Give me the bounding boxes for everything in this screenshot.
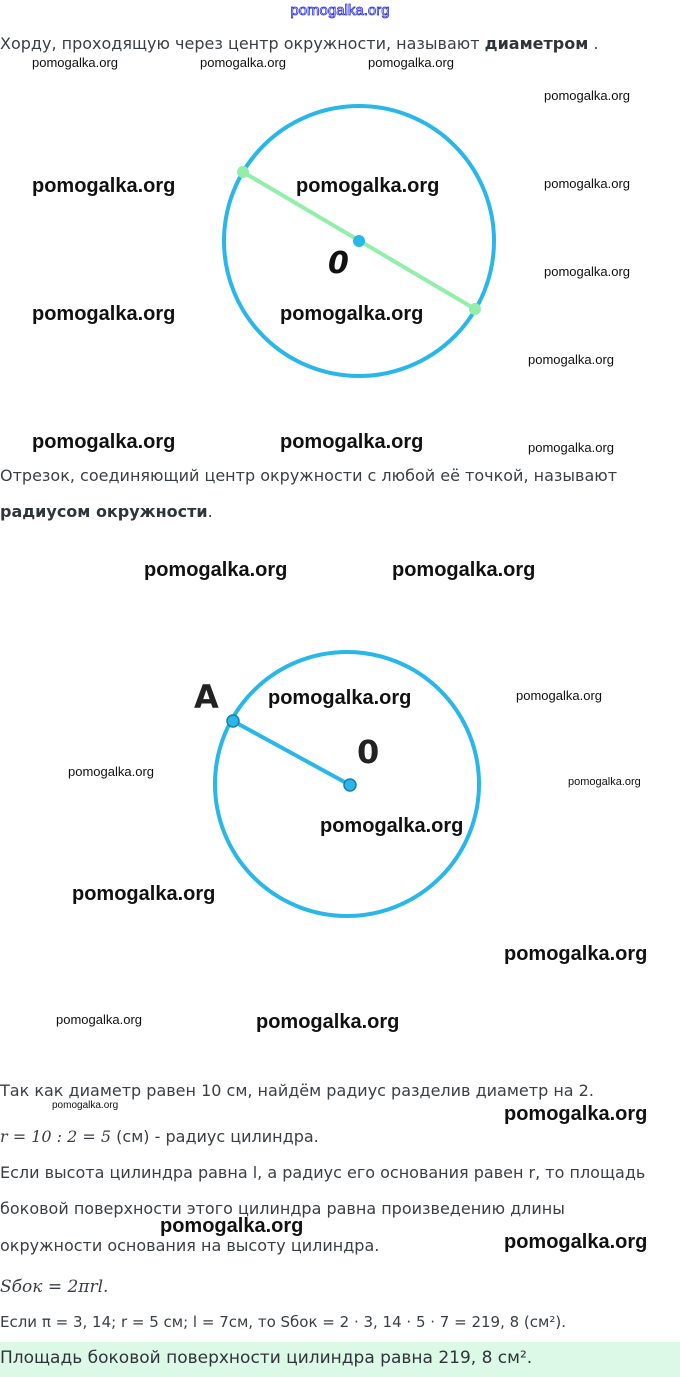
watermark: pomogalka.org [544,176,630,191]
watermark: pomogalka.org [32,55,118,70]
solution-radius-formula: r = 10 : 2 = 5 [0,1127,112,1146]
watermark: pomogalka.org [568,776,641,788]
center-point-1 [353,235,365,247]
lateral-area-formula: Sбок = 2πrl. [0,1277,109,1297]
watermark: pomogalka.org [544,264,630,279]
solution-line3: Если высота цилиндра равна l, а радиус его основания равен r, то площадь [0,1163,646,1182]
paragraph-radius-end: . [207,502,213,521]
paragraph-diameter-end: . [588,34,599,53]
center-point-2 [344,779,356,791]
point-a [227,715,239,727]
watermark: pomogalka.org [144,559,288,581]
watermark: pomogalka.org [280,431,424,453]
answer-text: Площадь боковой поверхности цилиндра равна 219, 8 см². [0,1348,533,1368]
watermark: pomogalka.org [72,883,216,905]
watermark: pomogalka.org [528,440,614,455]
watermark: pomogalka.org [32,431,176,453]
site-title[interactable]: pomogalka.org [290,2,390,19]
watermark: pomogalka.org [280,303,424,325]
solution-line2 [0,1127,319,1146]
solution-line1: Так как диаметр равен 10 см, найдём радиус разделив диаметр на 2. [0,1081,594,1100]
watermark: pomogalka.org [368,55,454,70]
solution-line4: боковой поверхности этого цилиндра равна произведению длины [0,1199,565,1218]
watermark: pomogalka.org [516,688,602,703]
paragraph-radius-line2 [0,502,213,521]
watermark: pomogalka.org [68,764,154,779]
watermark: pomogalka.org [504,1103,648,1125]
watermark: pomogalka.org [504,1231,648,1253]
watermark: pomogalka.org [200,55,286,70]
watermark: pomogalka.org [160,1215,304,1237]
radius-line [233,721,350,785]
center-label-o-1: 0 [328,246,349,281]
watermark: pomogalka.org [296,175,440,197]
diameter-endpoint-2 [469,303,481,315]
point-label-a: A [194,678,219,716]
watermark: pomogalka.org [32,175,176,197]
watermark: pomogalka.org [52,1100,119,1111]
diameter-endpoint-1 [237,166,249,178]
term-diameter: диаметром [484,34,589,53]
solution-line2-text: (см) - радиус цилиндра. [111,1127,319,1146]
center-label-o-2: 0 [357,733,380,771]
watermark: pomogalka.org [544,88,630,103]
answer-box [0,1342,680,1377]
watermark: pomogalka.org [256,1011,400,1033]
watermark: pomogalka.org [504,943,648,965]
watermark: pomogalka.org [56,1012,142,1027]
paragraph-radius-line1: Отрезок, соединяющий центр окружности с любой её точкой, называют [0,466,618,485]
paragraph-diameter-text: Хорду, проходящую через центр окружности, называют [0,34,485,53]
watermark: pomogalka.org [528,352,614,367]
solution-line5: окружности основания на высоту цилиндра. [0,1236,380,1255]
watermark: pomogalka.org [268,687,412,709]
watermark: pomogalka.org [320,815,464,837]
term-radius: радиусом окружности [0,502,208,521]
watermark: pomogalka.org [392,559,536,581]
watermark: pomogalka.org [32,303,176,325]
solution-line7: Если π = 3, 14; r = 5 см; l = 7см, то Sбок = 2 · 3, 14 · 5 · 7 = 219, 8 (см²). [0,1313,566,1331]
